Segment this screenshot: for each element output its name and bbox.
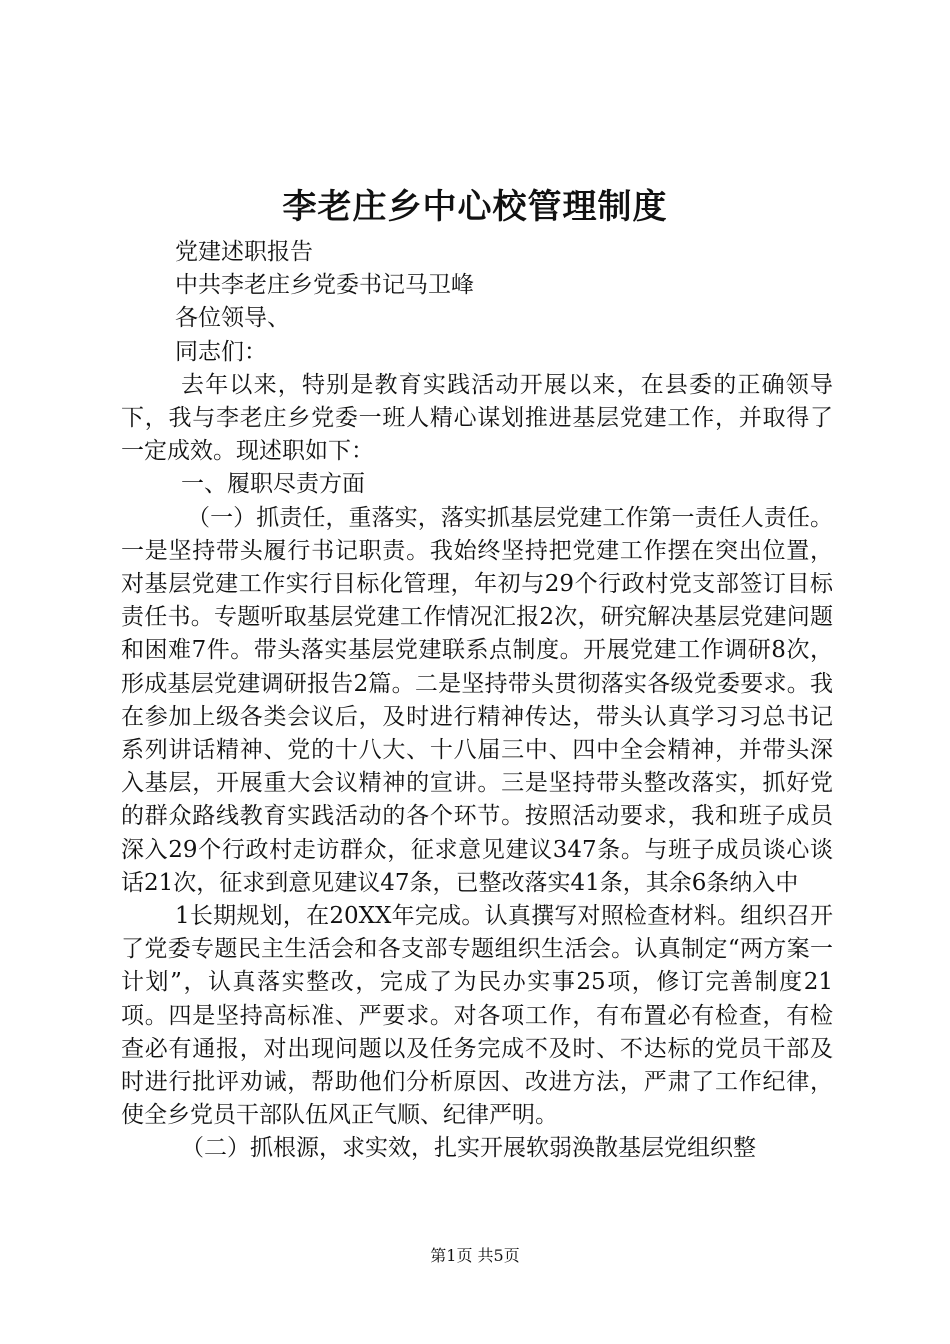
salutation-line-2: 同志们： — [175, 338, 267, 365]
document-body — [121, 236, 833, 1166]
section-heading-1: 一、履职尽责方面 — [181, 471, 365, 498]
document-title: 李老庄乡中心校管理制度 — [282, 187, 668, 227]
intro-paragraph: 去年以来，特别是教育实践活动开展以来，在县委的正确领导下，我与李老庄乡党委一班人精心谋划推进基层党建工作，并取得了一定成效。现述职如下： — [121, 371, 833, 465]
salutation-line-1: 各位领导、 — [175, 305, 290, 332]
author-line: 中共李老庄乡党委书记马卫峰 — [175, 272, 474, 299]
section-paragraph-2: （二）抓根源，求实效，扎实开展软弱涣散基层党组织整 — [181, 1135, 756, 1162]
continuation-paragraph: 1长期规划，在20XX年完成。认真撰写对照检查材料。组织召开了党委专题民主生活会和各支部专题组织生活会。认真制定“两方案一计划”，认真落实整改，完成了为民办实事25项，修订完善制度21项。四是坚持高标准、严要求。对各项工作，有布置必有检查，有检查必有通报，对出现问题以及任务完成不及时、不达标的党员干部及时进行批评劝诫，帮助他们分析原因、改进方法，严肃了工作纪律，使全乡党员干部队伍风正气顺、纪律严明。 — [121, 903, 833, 1129]
report-heading: 党建述职报告 — [175, 239, 313, 265]
page-number-footer: 第1页 共5页 — [430, 1246, 520, 1265]
section-paragraph-1: （一）抓责任，重落实，落实抓基层党建工作第一责任人责任。一是坚持带头履行书记职责。我始终坚持把党建工作摆在突出位置，对基层党建工作实行目标化管理，年初与29个行政村党支部签订目标责任书。专题听取基层党建工作情况汇报2次，研究解决基层党建问题和困难7件。带头落实基层党建联系点制度。开展党建工作调研8次，形成基层党建调研报告2篇。二是坚持带头贯彻落实各级党委要求。我在参加上级各类会议后，及时进行精神传达，带头认真学习习总书记系列讲话精神、党的十八大、十八届三中、四中全会精神，并带头深入基层，开展重大会议精神的宣讲。三是坚持带头整改落实，抓好党的群众路线教育实践活动的各个环节。按照活动要求，我和班子成员深入29个行政村走访群众，征求意见建议347条。与班子成员谈心谈话21次，征求到意见建议47条，已整改落实41条，其余6条纳入中 — [121, 504, 833, 896]
